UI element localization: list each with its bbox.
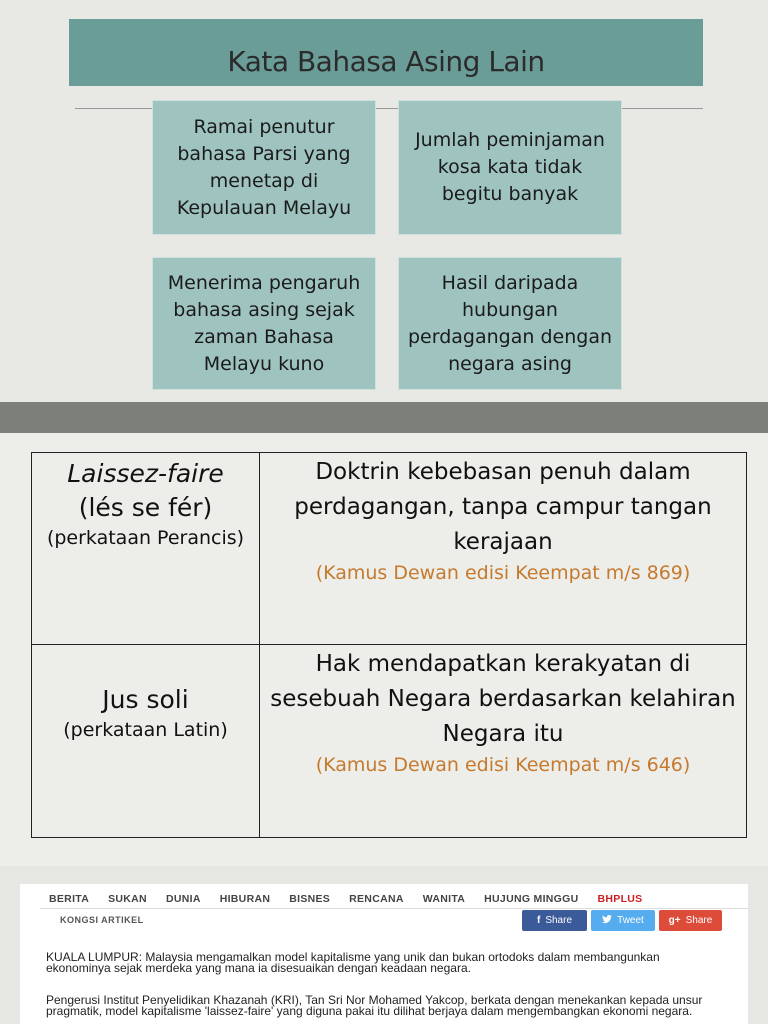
facebook-icon: f bbox=[536, 915, 541, 926]
nav-item-berita[interactable]: BERITA bbox=[49, 893, 90, 905]
info-box-trade-relations bbox=[398, 257, 622, 390]
nav-item-rencana[interactable]: RENCANA bbox=[349, 893, 404, 905]
definition-cell bbox=[260, 645, 747, 838]
slide-separator bbox=[0, 866, 768, 884]
table-row bbox=[32, 645, 747, 838]
table-row bbox=[32, 453, 747, 645]
info-box-borrowing-count bbox=[398, 100, 622, 235]
term-cell bbox=[32, 645, 260, 838]
nav-item-sukan[interactable]: SUKAN bbox=[108, 893, 147, 905]
definition-source: (Kamus Dewan edisi Keempat m/s 869) bbox=[315, 562, 691, 584]
nav-item-dunia[interactable]: DUNIA bbox=[165, 893, 201, 905]
nav-divider bbox=[40, 908, 748, 909]
facebook-share-button[interactable] bbox=[522, 910, 587, 931]
info-box-text: Jumlah peminjaman kosa kata tidak begitu banyak bbox=[415, 129, 605, 205]
share-button-label: Share bbox=[545, 915, 573, 926]
slide-definitions bbox=[0, 433, 768, 866]
googleplus-icon: g+ bbox=[668, 915, 681, 926]
definition-source: (Kamus Dewan edisi Keempat m/s 646) bbox=[315, 754, 691, 776]
term-cell bbox=[32, 453, 260, 645]
info-box-text: Ramai penutur bahasa Parsi yang menetap di Kepulauan Melayu bbox=[176, 115, 352, 219]
term-origin: (perkataan Perancis) bbox=[46, 527, 245, 549]
term-word: Laissez-faire bbox=[67, 459, 224, 488]
info-box-text: Hasil daripada hubungan perdagangan dengan negara asing bbox=[408, 271, 612, 375]
definition-cell bbox=[260, 453, 747, 645]
info-box-text: Menerima pengaruh bahasa asing sejak zaman Bahasa Melayu kuno bbox=[167, 271, 361, 375]
news-article-screenshot bbox=[20, 884, 748, 1024]
slide-title: Kata Bahasa Asing Lain bbox=[227, 45, 545, 78]
slide-foreign-words bbox=[0, 0, 768, 402]
article-paragraph: Pengerusi Institut Penyelidikan Khazanah (KRI), Tan Sri Nor Mohamed Yakcop, berkata dengan menekankan kepada unsur pragmatik, model kapitalisme 'laissez-faire' yang diguna pakai itu dilihat berjaya dalam mengembangkan ekonomi negara. bbox=[46, 993, 703, 1018]
slide-title-bar bbox=[69, 19, 703, 86]
nav-item-hujung-minggu[interactable]: HUJUNG MINGGU bbox=[484, 893, 579, 905]
share-button-label: Tweet bbox=[617, 915, 644, 926]
nav-item-hiburan[interactable]: HIBURAN bbox=[219, 893, 271, 905]
article-paragraph: KUALA LUMPUR: Malaysia mengamalkan model kapitalisme yang unik dan bukan ortodoks dalam membangunkan ekonominya sejak merdeka yang mana ia disesuaikan dengan keadaan negara. bbox=[46, 950, 660, 975]
slide-separator bbox=[0, 402, 768, 433]
twitter-tweet-button[interactable] bbox=[591, 910, 655, 931]
news-nav bbox=[49, 893, 661, 905]
term-origin: (perkataan Latin) bbox=[63, 719, 228, 741]
share-label: KONGSI ARTIKEL bbox=[60, 915, 144, 925]
term-word: Jus soli bbox=[102, 685, 189, 714]
twitter-icon bbox=[602, 915, 612, 927]
definition-text: Hak mendapatkan kerakyatan di sesebuah Negara berdasarkan kelahiran Negara itu bbox=[270, 651, 736, 747]
definition-table bbox=[31, 452, 747, 838]
share-button-label: Share bbox=[685, 915, 713, 926]
googleplus-share-button[interactable] bbox=[659, 910, 722, 931]
info-box-persian-speakers bbox=[152, 100, 376, 235]
term-pronunciation: (lés se fér) bbox=[78, 493, 213, 522]
info-box-foreign-influence bbox=[152, 257, 376, 390]
nav-item-bhplus[interactable]: BHPLUS bbox=[597, 893, 643, 905]
definition-text: Doktrin kebebasan penuh dalam perdagangan, tanpa campur tangan kerajaan bbox=[294, 459, 712, 555]
nav-item-bisnes[interactable]: BISNES bbox=[289, 893, 331, 905]
nav-item-wanita[interactable]: WANITA bbox=[422, 893, 466, 905]
